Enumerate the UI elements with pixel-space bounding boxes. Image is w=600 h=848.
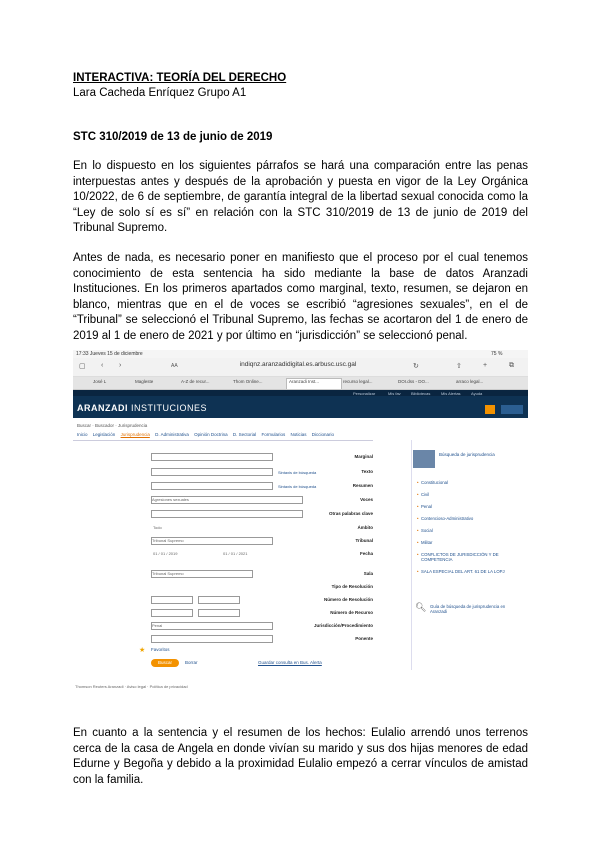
browser-toolbar [73, 358, 528, 377]
sidebar-thumbnail-icon [413, 450, 435, 468]
search-form [73, 440, 373, 671]
content-nav [77, 432, 338, 437]
nav-item[interactable]: Legislación [92, 432, 116, 437]
search-guide-link[interactable]: Guía de búsqueda de jurisprudencia en Aranzadi [430, 604, 506, 614]
browser-tab[interactable]: arraco legal... [456, 379, 484, 384]
resolution-number-input[interactable] [151, 596, 193, 604]
section-heading: STC 310/2019 de 13 de junio de 2019 [73, 131, 273, 143]
reader-aa-button[interactable]: AA [171, 363, 178, 369]
favorites-star-icon[interactable]: ★ [139, 647, 146, 654]
field-label: Voces [360, 497, 373, 502]
sidebar-item[interactable]: • Penal [421, 504, 521, 509]
field-label: Ponente [355, 636, 373, 641]
search-button[interactable]: Buscar [151, 659, 179, 667]
fecha-from[interactable]: 01 / 01 / 2019 [153, 551, 178, 556]
sidebar-title[interactable]: Búsqueda de jurisprudencia [439, 452, 495, 457]
tribunal-select[interactable]: Tribunal Supremo [151, 537, 273, 545]
user-menu-icon[interactable] [501, 405, 523, 414]
paragraph-intro: En lo dispuesto en los siguientes párrafos se hará una comparación entre las penas interpuestas antes y después de la aprobación y puesta en vigor de la Ley Orgánica 10/2022, de 6 de septiembre, de garantía integral de la libertad sexual conocida como la “Ley de solo sí es sí” en relación con la STC 310/2019 de 13 de junio de 2019 del Tribunal Supremo. [73, 160, 528, 234]
aranzadi-top-links [73, 390, 528, 396]
field-label: Jurisdicción/Procedimiento [313, 623, 373, 628]
sidebar-item[interactable]: • Militar [421, 540, 521, 545]
resolution-year-input[interactable] [198, 596, 240, 604]
sidebar-item[interactable]: • Contencioso-Administrativo [421, 516, 521, 521]
aranzadi-logo[interactable]: ARANZADI INSTITUCIONES [77, 403, 208, 413]
browser-tab[interactable]: A-Z de recur... [181, 379, 210, 384]
browser-tabs [73, 377, 528, 390]
browser-tab-active[interactable]: Aranzadi Inst... [286, 378, 342, 389]
field-label: Marginal [354, 454, 373, 459]
top-link[interactable]: Personalizar [353, 390, 376, 396]
nav-item-jurisprudencia[interactable]: Jurisprudencia [120, 432, 150, 437]
field-label: Sala [363, 571, 373, 576]
browser-tab[interactable]: Thom Online... [233, 379, 263, 384]
document-title: INTERACTIVA: TEORÍA DEL DERECHO [73, 72, 287, 84]
sidebar-item[interactable]: • CONFLICTOS DE JURISDICCIÓN Y DE COMPETENCIA [421, 552, 521, 562]
fecha-to[interactable]: 01 / 01 / 2021 [223, 551, 248, 556]
share-icon[interactable]: ⇧ [456, 363, 462, 370]
field-label: Fecha [359, 551, 373, 556]
ambito-value[interactable]: Todo [153, 525, 162, 530]
field-label: Número de Recurso [330, 610, 373, 615]
rss-icon[interactable] [485, 405, 495, 414]
tabs-overview-icon[interactable]: ⧉ [509, 362, 514, 369]
reload-icon[interactable]: ↻ [413, 363, 419, 370]
nav-item[interactable]: Diccionario [311, 432, 335, 437]
breadcrumb: Buscar · Buscador · Jurisprudencia [77, 423, 148, 428]
syntax-help-link[interactable]: Sintaxis de búsqueda [278, 470, 317, 475]
battery-indicator: 75 % [491, 351, 503, 357]
field-label: Tipo de Resolución [331, 584, 373, 589]
nav-item[interactable]: Inicio [77, 432, 88, 437]
recurso-number-input[interactable] [151, 609, 193, 617]
browser-tab[interactable]: José L [93, 379, 107, 384]
page-footer: Thomson Reuters Aranzadi · Aviso legal · Política de privacidad [75, 684, 188, 689]
sidebar-icon[interactable]: ▢ [79, 363, 86, 370]
field-label: Tribunal [355, 538, 373, 543]
document-author: Lara Cacheda Enríquez Grupo A1 [73, 87, 247, 99]
ipad-status-bar [73, 350, 528, 358]
url-field[interactable]: indiqnz.aranzadidigital.es.arbusc.usc.gal [239, 361, 357, 368]
nav-item[interactable]: Opinión Doctrina [194, 432, 228, 437]
top-link[interactable]: Mis fav [388, 390, 401, 396]
nav-item[interactable]: D. Administrativa [155, 432, 189, 437]
marginal-input[interactable] [151, 453, 273, 461]
embedded-screenshot [73, 350, 528, 695]
voces-input[interactable]: Agresiones sexuales [151, 496, 303, 504]
paragraph-facts: En cuanto a la sentencia y el resumen de los hechos: Eulalio arrendó unos terrenos cerca de la casa de Angela en donde vivían su marido y sus dos hijas menores de edad Edurne y Begoña y debido a la proximidad Eulalio empezó a cerrar vínculos de amistad con la familia. [73, 727, 528, 786]
top-link[interactable]: Ayuda [471, 390, 483, 396]
keywords-input[interactable] [151, 510, 303, 518]
top-link[interactable]: Mis Alertas [441, 390, 461, 396]
browser-tab[interactable]: recurso legal... [343, 379, 373, 384]
sidebar-item[interactable]: • Social [421, 528, 521, 533]
browser-tab[interactable]: DOI.dss - DO... [398, 379, 429, 384]
back-icon[interactable]: ‹ [101, 362, 104, 369]
syntax-help-link[interactable]: Sintaxis de búsqueda [278, 484, 317, 489]
forward-icon[interactable]: › [119, 362, 122, 369]
texto-input[interactable] [151, 468, 273, 476]
clear-button[interactable]: Borrar [185, 660, 198, 665]
save-query-link[interactable]: Guardar consulta en Bus. Alerta [258, 660, 322, 665]
sidebar-item[interactable]: • Constitucional [421, 480, 521, 485]
sidebar-item[interactable]: • SALA ESPECIAL DEL ART. 61 DE LA LOPJ [421, 569, 521, 574]
browser-tab[interactable]: Magleste [135, 379, 154, 384]
top-link[interactable]: Bibliotecas [411, 390, 431, 396]
nav-item[interactable]: Noticias [290, 432, 307, 437]
new-tab-icon[interactable]: + [483, 362, 488, 369]
favorites-link[interactable]: Favoritos [151, 647, 170, 652]
sidebar-item[interactable]: • Civil [421, 492, 521, 497]
status-time: 17:33 Jueves 15 de diciembre [76, 351, 143, 357]
field-label: Resumen [352, 483, 373, 488]
field-label: Texto [361, 469, 373, 474]
jurisdiccion-select[interactable]: Penal [151, 622, 273, 630]
resumen-input[interactable] [151, 482, 273, 490]
paragraph-method: Antes de nada, es necesario poner en manifiesto que el proceso por el cual tenemos conocimiento de esta sentencia ha sido mediante la base de datos Aranzadi Instituciones. En los primeros apartados como marginal, texto, resumen, se dejaron en blanco, mientras que en el de voces se escribió “agresiones sexuales”, en el de “Tribunal” se seleccionó el Tribunal Supremo, las fechas se acortaron del 1 de enero de 2019 al 1 de enero de 2021 y por último en “jurisdicción” se seleccionó penal. [73, 252, 528, 342]
sala-select[interactable]: Tribunal Supremo [151, 570, 253, 578]
recurso-year-input[interactable] [198, 609, 240, 617]
field-label: Otras palabras clave [328, 511, 373, 516]
field-label: Número de Resolución [323, 597, 373, 602]
nav-item[interactable]: Formularios [261, 432, 286, 437]
nav-item[interactable]: D. Sectorial [232, 432, 257, 437]
ponente-input[interactable] [151, 635, 273, 643]
search-guide-icon: 🔍︎ [415, 602, 427, 612]
field-label: Ámbito [357, 525, 373, 530]
